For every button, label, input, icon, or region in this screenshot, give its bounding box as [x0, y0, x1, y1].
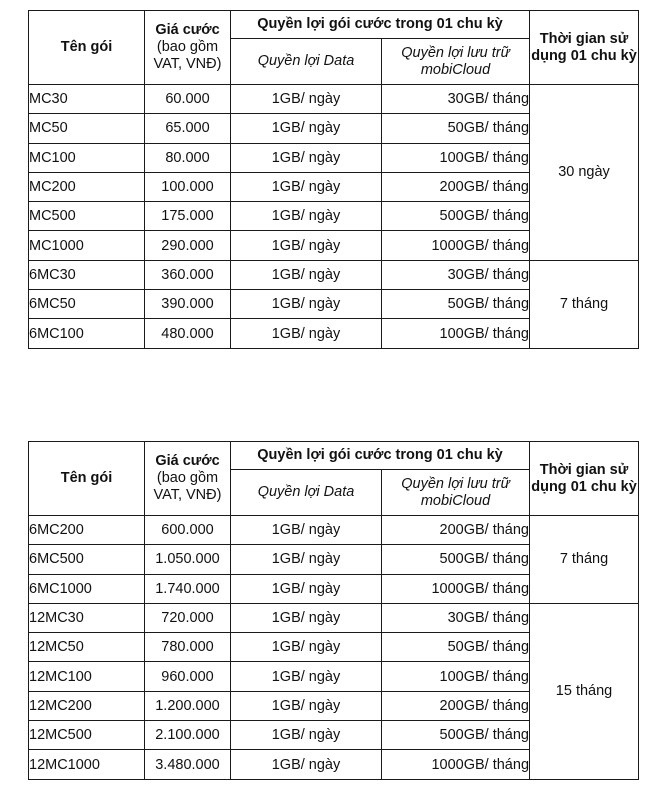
price-cell: 1.050.000	[145, 545, 231, 574]
price-cell: 1.200.000	[145, 691, 231, 720]
header-data-benefit: Quyền lợi Data	[231, 39, 382, 85]
data-benefit-cell: 1GB/ ngày	[231, 750, 382, 779]
header-package-name: Tên gói	[29, 442, 145, 516]
data-benefit-cell: 1GB/ ngày	[231, 114, 382, 143]
header-data-benefit: Quyền lợi Data	[231, 470, 382, 516]
storage-benefit-cell: 200GB/ tháng	[382, 172, 530, 201]
package-name-cell: MC500	[29, 202, 145, 231]
storage-benefit-cell: 50GB/ tháng	[382, 114, 530, 143]
price-cell: 960.000	[145, 662, 231, 691]
header-price-title: Giá cước	[155, 453, 220, 469]
package-name-cell: 6MC100	[29, 319, 145, 348]
header-price-title: Giá cước	[155, 22, 220, 38]
storage-benefit-cell: 500GB/ tháng	[382, 202, 530, 231]
package-name-cell: 12MC30	[29, 603, 145, 632]
package-name-cell: 12MC1000	[29, 750, 145, 779]
data-benefit-cell: 1GB/ ngày	[231, 172, 382, 201]
price-cell: 175.000	[145, 202, 231, 231]
table-row	[29, 603, 639, 632]
package-name-cell: 12MC100	[29, 662, 145, 691]
header-price	[145, 442, 231, 516]
package-name-cell: 12MC200	[29, 691, 145, 720]
package-name-cell: MC1000	[29, 231, 145, 260]
data-benefit-cell: 1GB/ ngày	[231, 260, 382, 289]
data-benefit-cell: 1GB/ ngày	[231, 603, 382, 632]
data-benefit-cell: 1GB/ ngày	[231, 574, 382, 603]
price-cell: 600.000	[145, 516, 231, 545]
header-storage-benefit: Quyền lợi lưu trữ mobiCloud	[382, 39, 530, 85]
price-cell: 2.100.000	[145, 721, 231, 750]
storage-benefit-cell: 500GB/ tháng	[382, 721, 530, 750]
storage-benefit-cell: 1000GB/ tháng	[382, 750, 530, 779]
storage-benefit-cell: 200GB/ tháng	[382, 691, 530, 720]
data-benefit-cell: 1GB/ ngày	[231, 721, 382, 750]
storage-benefit-cell: 50GB/ tháng	[382, 633, 530, 662]
pricing-table-1	[28, 10, 639, 349]
table-header-row	[29, 442, 639, 470]
price-cell: 65.000	[145, 114, 231, 143]
table-row	[29, 516, 639, 545]
duration-cell: 7 tháng	[530, 516, 639, 604]
storage-benefit-cell: 30GB/ tháng	[382, 85, 530, 114]
package-name-cell: 12MC50	[29, 633, 145, 662]
price-cell: 1.740.000	[145, 574, 231, 603]
duration-cell: 7 tháng	[530, 260, 639, 348]
header-price-note: (bao gồm VAT, VNĐ)	[153, 39, 222, 72]
storage-benefit-cell: 30GB/ tháng	[382, 603, 530, 632]
data-benefit-cell: 1GB/ ngày	[231, 231, 382, 260]
table-row	[29, 85, 639, 114]
storage-benefit-cell: 1000GB/ tháng	[382, 231, 530, 260]
package-name-cell: 6MC1000	[29, 574, 145, 603]
price-cell: 100.000	[145, 172, 231, 201]
package-name-cell: 12MC500	[29, 721, 145, 750]
package-name-cell: MC50	[29, 114, 145, 143]
price-cell: 780.000	[145, 633, 231, 662]
price-cell: 720.000	[145, 603, 231, 632]
package-name-cell: 6MC50	[29, 290, 145, 319]
header-price	[145, 11, 231, 85]
storage-benefit-cell: 50GB/ tháng	[382, 290, 530, 319]
package-name-cell: 6MC200	[29, 516, 145, 545]
storage-benefit-cell: 500GB/ tháng	[382, 545, 530, 574]
storage-benefit-cell: 100GB/ tháng	[382, 662, 530, 691]
data-benefit-cell: 1GB/ ngày	[231, 633, 382, 662]
data-benefit-cell: 1GB/ ngày	[231, 662, 382, 691]
storage-benefit-cell: 30GB/ tháng	[382, 260, 530, 289]
table-header-row	[29, 11, 639, 39]
table-row	[29, 260, 639, 289]
data-benefit-cell: 1GB/ ngày	[231, 319, 382, 348]
pricing-table-2	[28, 441, 639, 780]
package-name-cell: MC200	[29, 172, 145, 201]
data-benefit-cell: 1GB/ ngày	[231, 143, 382, 172]
table-body	[29, 85, 639, 349]
data-benefit-cell: 1GB/ ngày	[231, 290, 382, 319]
price-cell: 390.000	[145, 290, 231, 319]
duration-cell: 15 tháng	[530, 603, 639, 779]
header-duration: Thời gian sử dụng 01 chu kỳ	[530, 11, 639, 85]
package-name-cell: 6MC500	[29, 545, 145, 574]
header-price-note: (bao gồm VAT, VNĐ)	[153, 470, 222, 503]
price-cell: 60.000	[145, 85, 231, 114]
header-benefits: Quyền lợi gói cước trong 01 chu kỳ	[231, 11, 530, 39]
data-benefit-cell: 1GB/ ngày	[231, 202, 382, 231]
package-name-cell: 6MC30	[29, 260, 145, 289]
price-cell: 480.000	[145, 319, 231, 348]
data-benefit-cell: 1GB/ ngày	[231, 545, 382, 574]
storage-benefit-cell: 200GB/ tháng	[382, 516, 530, 545]
package-name-cell: MC100	[29, 143, 145, 172]
header-package-name: Tên gói	[29, 11, 145, 85]
duration-cell: 30 ngày	[530, 85, 639, 261]
storage-benefit-cell: 1000GB/ tháng	[382, 574, 530, 603]
header-benefits: Quyền lợi gói cước trong 01 chu kỳ	[231, 442, 530, 470]
price-cell: 80.000	[145, 143, 231, 172]
price-cell: 360.000	[145, 260, 231, 289]
header-duration: Thời gian sử dụng 01 chu kỳ	[530, 442, 639, 516]
price-cell: 290.000	[145, 231, 231, 260]
table-body	[29, 516, 639, 780]
data-benefit-cell: 1GB/ ngày	[231, 516, 382, 545]
package-name-cell: MC30	[29, 85, 145, 114]
storage-benefit-cell: 100GB/ tháng	[382, 143, 530, 172]
storage-benefit-cell: 100GB/ tháng	[382, 319, 530, 348]
header-storage-benefit: Quyền lợi lưu trữ mobiCloud	[382, 470, 530, 516]
data-benefit-cell: 1GB/ ngày	[231, 85, 382, 114]
price-cell: 3.480.000	[145, 750, 231, 779]
data-benefit-cell: 1GB/ ngày	[231, 691, 382, 720]
